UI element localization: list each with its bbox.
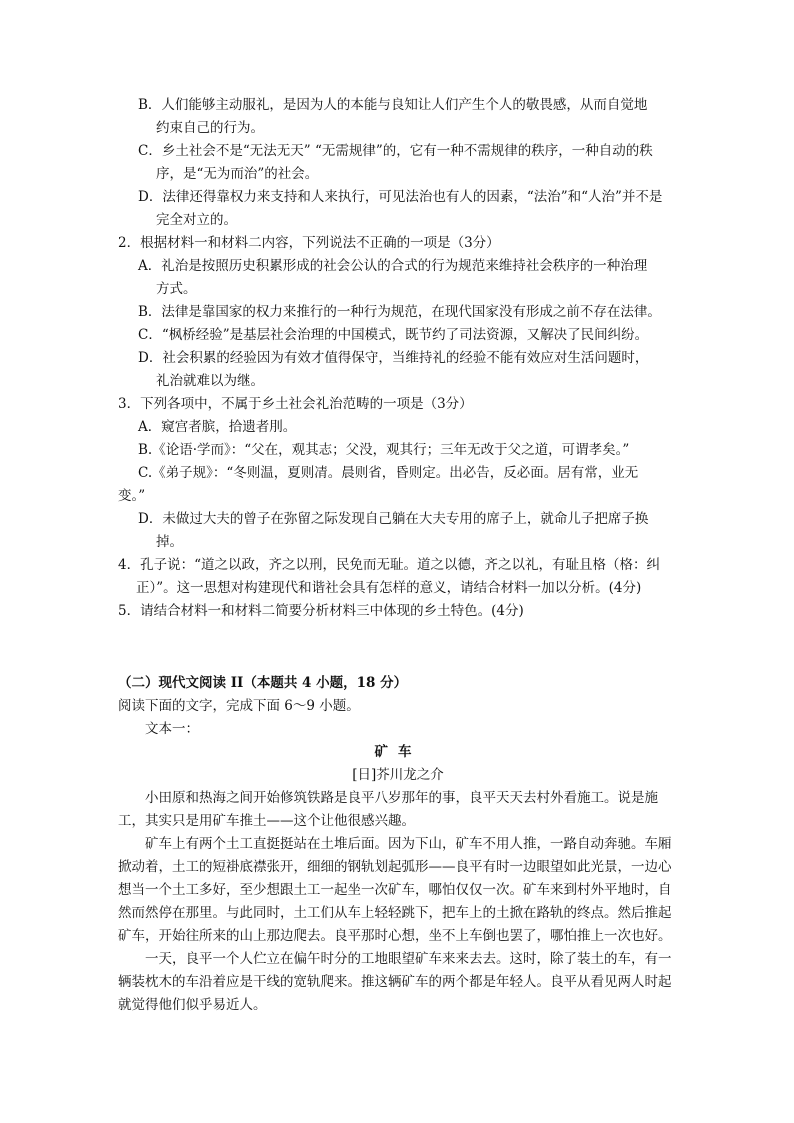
q3-option-b: B.《论语·学而》：“父在，观其志；父没，观其行；三年无改于父之道，可谓孝矣。”: [138, 442, 630, 458]
q2-option-d-cont: 礼治就难以为继。: [156, 373, 264, 389]
q1-option-c-cont: 序，是“无为而治”的社会。: [156, 166, 319, 182]
q2-option-d: D．社会积累的经验因为有效才值得保守，当维持礼的经验不能有效应对生活问题时，: [138, 350, 649, 366]
q4-line2: 正）”。这一思想对构建现代和谐社会具有怎样的意义，请结合材料一加以分析。(4分): [136, 580, 642, 596]
q2-option-a-cont: 方式。: [156, 281, 197, 297]
section-2-heading: （二）现代文阅读 II（本题共 4 小题，18 分）: [118, 675, 408, 691]
q3-option-d-cont: 掉。: [156, 534, 183, 550]
q3-option-c-cont: 变。”: [118, 488, 146, 504]
q1-option-b: B．人们能够主动服礼，是因为人的本能与良知让人们产生个人的敬畏感，从而自觉地: [138, 97, 648, 113]
section-2-instruction: 阅读下面的文字，完成下面 6～9 小题。: [118, 698, 360, 714]
q2-option-c: C．“枫桥经验”是基层社会治理的中国模式，既节约了司法资源，又解决了民间纠纷。: [138, 327, 649, 343]
story-paragraph-3: 一天，良平一个人伫立在偏午时分的工地眼望矿车来来去去。这时，除了装土的车，有一辆装枕木的车沿着应是干线的宽轨爬来。推这辆矿车的两个都是年轻人。良平从看见两人时起就觉得他们似乎易近人。: [118, 951, 672, 1013]
q5-stem: 5．请结合材料一和材料二简要分析材料三中体现的乡土特色。(4分): [118, 603, 524, 619]
story-paragraph-2: 矿车上有两个土工直挺挺站在土堆后面。因为下山，矿车不用人推，一路自动奔驰。车厢掀动着，土工的短褂底襟张开，细细的钢轨划起弧形——良平有时一边眼望如此光景，一边心想当一个土工多好，至少想跟土工一起坐一次矿车，哪怕仅仅一次。矿车来到村外平地时，自然而然停在那里。与此同时，土工们从车上轻轻跳下，把车上的土掀在路轨的终点。然后推起矿车，开始往所来的山上那边爬去。良平那时心想，坐不上车倒也罢了，哪怕推上一次也好。: [118, 836, 672, 944]
story-paragraph-1: 小田原和热海之间开始修筑铁路是良平八岁那年的事，良平天天去村外看施工。说是施工，其实只是用矿车推土——这个让他很感兴趣。: [118, 790, 658, 829]
q4-line1: 4．孔子说：“道之以政，齐之以刑，民免而无耻。道之以德，齐之以礼，有耻且格（格：纠: [118, 557, 660, 573]
q3-option-a: A．窥宫者膑，拾遗者刖。: [138, 419, 297, 435]
q1-options: [118, 94, 678, 623]
q1-option-d-cont: 完全对立的。: [156, 212, 237, 228]
story-title: 矿车: [374, 744, 422, 760]
q1-option-b-cont: 约束自己的行为。: [156, 120, 264, 136]
q1-option-c: C．乡土社会不是“无法无天” “无需规律”的，它有一种不需规律的秩序，一种自动的秩: [138, 143, 653, 159]
q3-option-d: D．未做过大夫的曾子在弥留之际发现自己躺在大夫专用的席子上，就命儿子把席子换: [138, 511, 649, 527]
section-2: [118, 672, 678, 1017]
q1-option-d: D．法律还得靠权力来支持和人来执行，可见法治也有人的因素，“法治”和“人治”并不是: [138, 189, 663, 205]
q2-option-a: A．礼治是按照历史积累形成的社会公认的合式的行为规范来维持社会秩序的一种治理: [138, 258, 648, 274]
q3-stem: 3．下列各项中，不属于乡土社会礼治范畴的一项是（3分）: [118, 396, 473, 412]
q2-option-b: B．法律是靠国家的权力来推行的一种行为规范，在现代国家没有形成之前不存在法律。: [138, 304, 661, 320]
text-one-label: 文本一：: [145, 721, 199, 737]
story-author: [日]芥川龙之介: [352, 767, 444, 783]
q3-option-c: C.《弟子规》：“冬则温，夏则凊。晨则省，昏则定。出必告，反必面。居有常，业无: [138, 465, 639, 481]
q2-stem: 2．根据材料一和材料二内容，下列说法不正确的一项是（3分）: [118, 235, 500, 251]
